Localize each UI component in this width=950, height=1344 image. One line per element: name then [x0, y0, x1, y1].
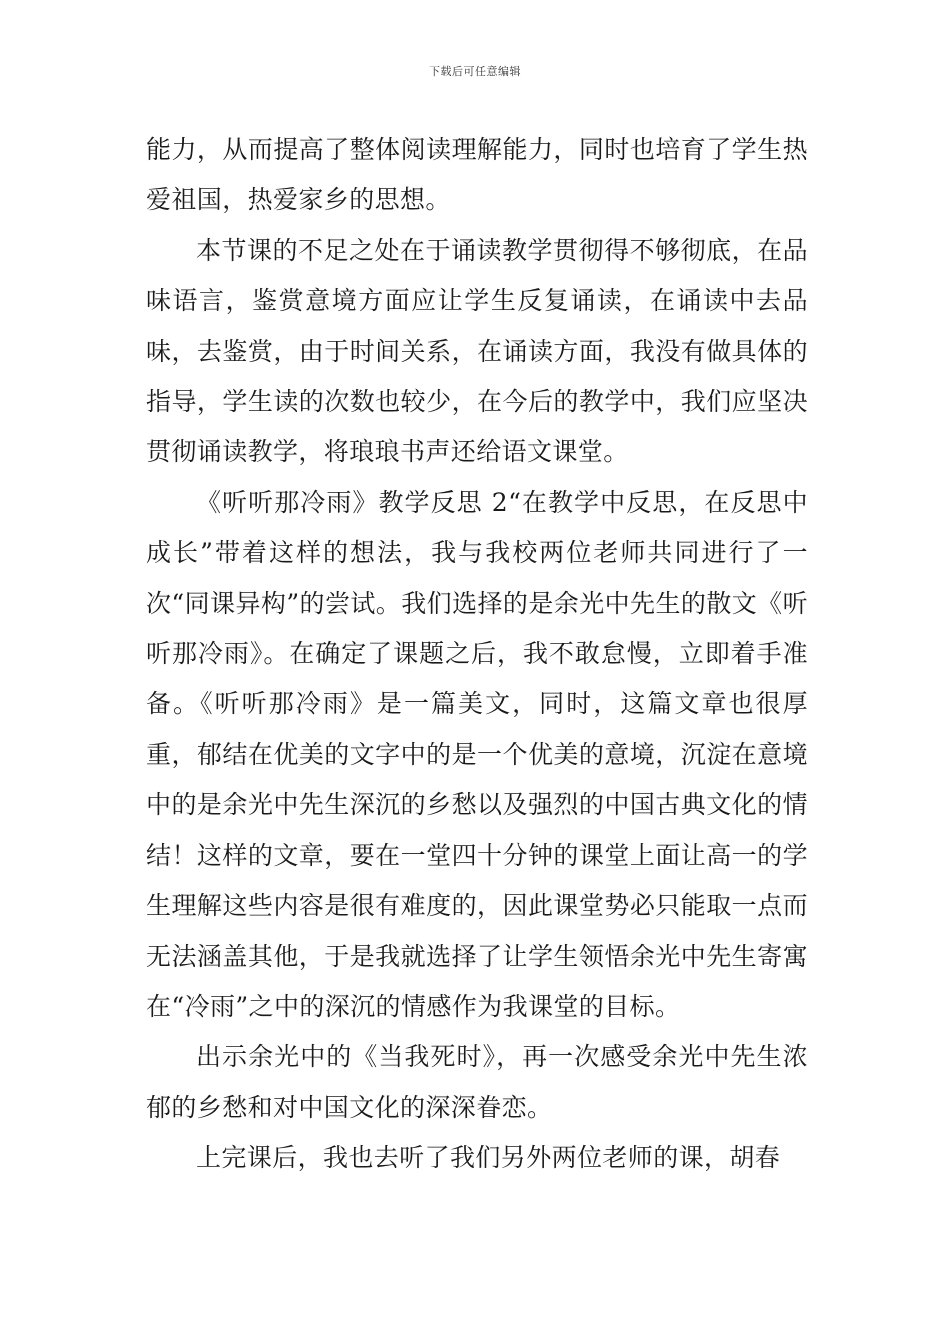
paragraph-shortcomings: 本节课的不足之处在于诵读教学贯彻得不够彻底，在品味语言，鉴赏意境方面应让学生反复诵读，在诵读中去品味，去鉴赏，由于时间关系，在诵读方面，我没有做具体的指导，学生读的次数也较少，在今后的教学中，我们应坚决贯彻诵读教学，将琅琅书声还给语文课堂。	[146, 235, 808, 467]
paragraph-reflection-2: 《听听那冷雨》教学反思 2“在教学中反思，在反思中成长”带着这样的想法，我与我校两位老师共同进行了一次“同课异构”的尝试。我们选择的是余光中先生的散文《听听那冷雨》。在确定了课题之后，我不敢怠慢，立即着手准备。《听听那冷雨》是一篇美文，同时，这篇文章也很厚重，郁结在优美的文字中的是一个优美的意境，沉淀在意境中的是余光中先生深沉的乡愁以及强烈的中国古典文化的情结！这样的文章，要在一堂四十分钟的课堂上面让高一的学生理解这些内容是很有难度的，因此课堂势必只能取一点而无法涵盖其他，于是我就选择了让学生领悟余光中先生寄寓在“冷雨”之中的深沉的情感作为我课堂的目标。	[146, 487, 808, 1021]
document-body	[146, 125, 808, 1184]
paragraph-continuation: 能力，从而提高了整体阅读理解能力，同时也培育了学生热爱祖国，热爱家乡的思想。	[146, 135, 808, 215]
paragraph-when-i-die: 出示余光中的《当我死时》，再一次感受余光中先生浓郁的乡愁和对中国文化的深深眷恋。	[146, 1042, 808, 1122]
page-header-note: 下载后可任意编辑	[429, 65, 521, 78]
paragraph-after-class: 上完课后，我也去听了我们另外两位老师的课，胡春	[196, 1143, 781, 1173]
